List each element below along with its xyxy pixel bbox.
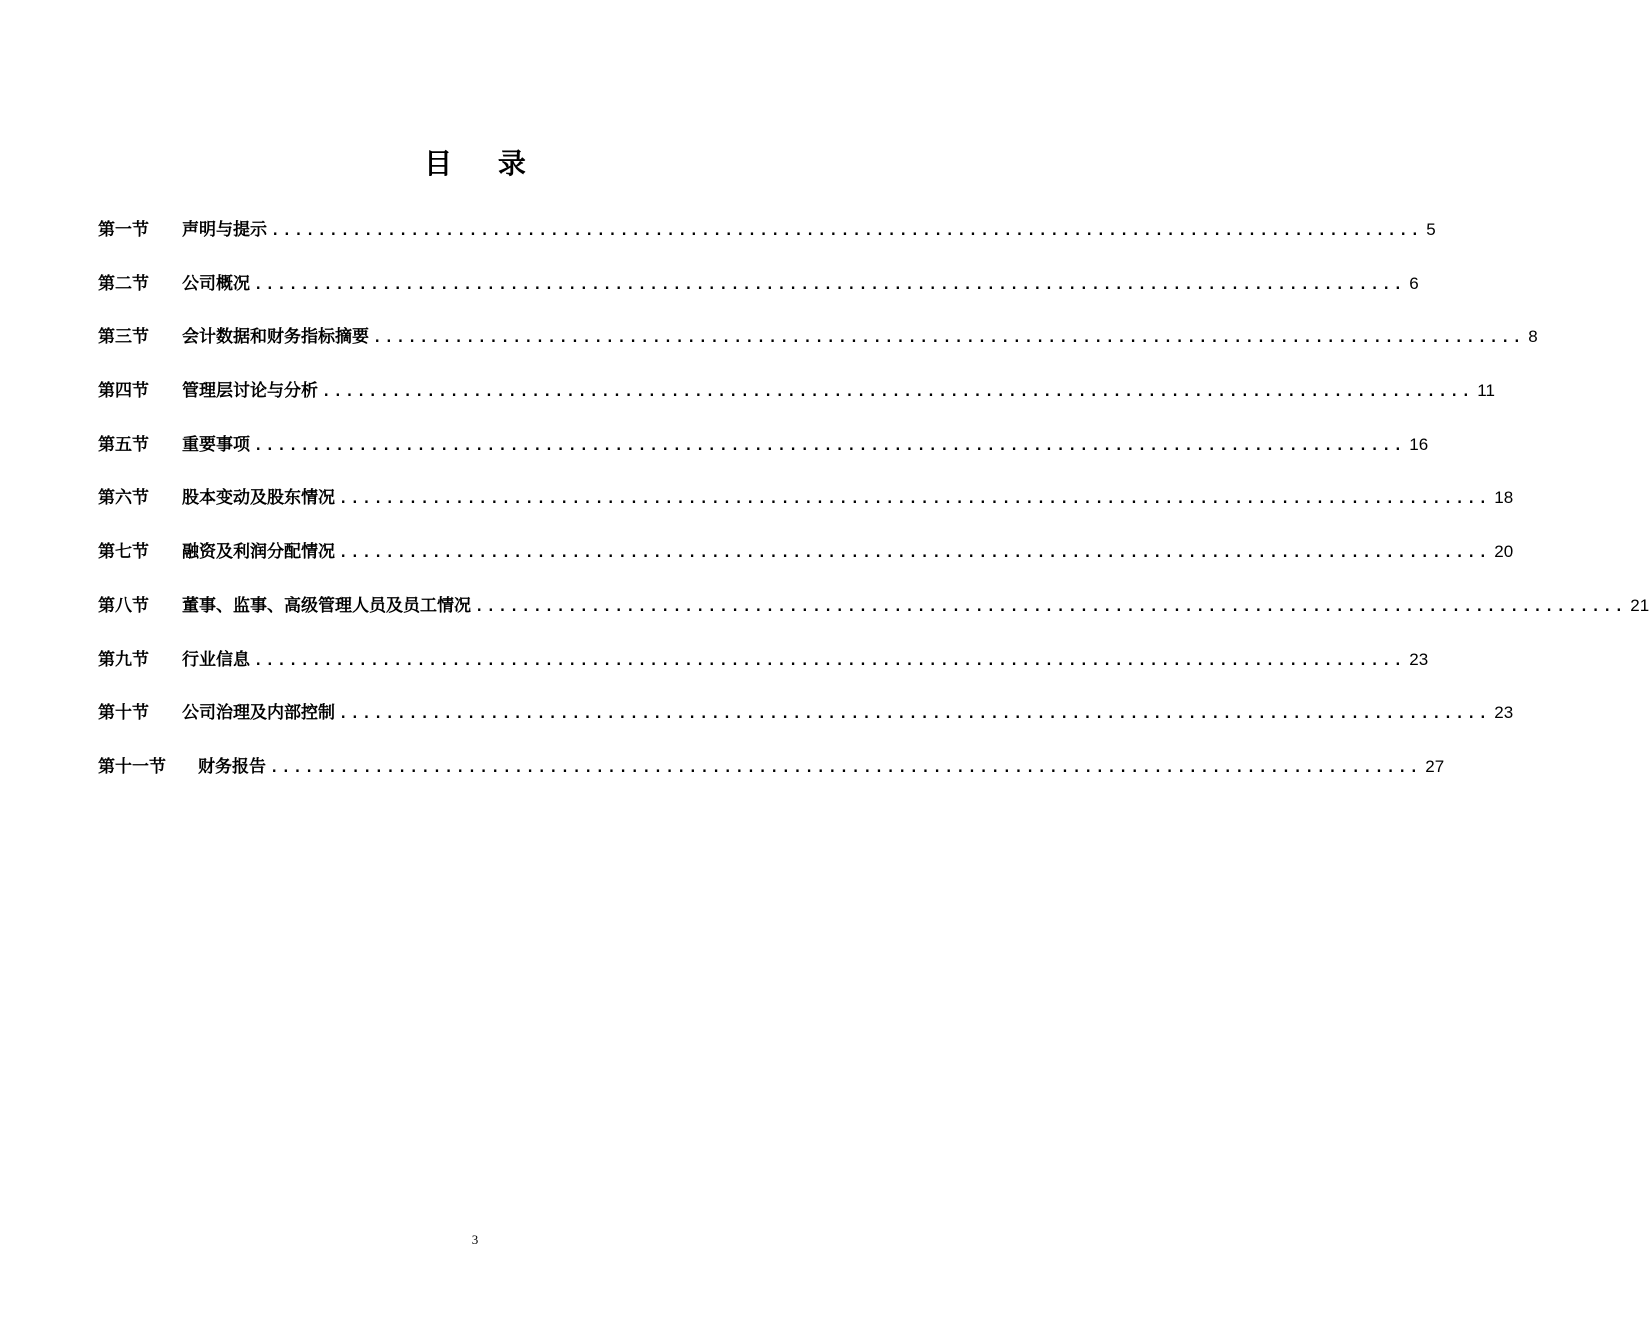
toc-section-title: 财务报告 xyxy=(198,756,266,777)
toc-entry[interactable] xyxy=(98,532,1514,586)
page-number: 3 xyxy=(471,1232,479,1247)
page-title: 目 录 xyxy=(424,147,544,180)
toc-section-number: 第十一节 xyxy=(98,756,166,777)
toc-section-title: 会计数据和财务指标摘要 xyxy=(182,327,369,348)
toc-page-number: 11 xyxy=(1477,381,1495,401)
toc-section-title: 融资及利润分配情况 xyxy=(182,542,335,563)
toc-dot-leader: ................................................................................................... xyxy=(339,706,1491,723)
toc-section-number: 第九节 xyxy=(98,649,149,670)
toc-dot-leader: ................................................................................................... xyxy=(270,759,1422,776)
toc-entry[interactable] xyxy=(98,693,1514,747)
toc-page-number: 27 xyxy=(1425,756,1445,776)
toc-section-number: 第八节 xyxy=(98,595,149,616)
toc-section-title: 股本变动及股东情况 xyxy=(182,488,335,509)
toc-page-number: 18 xyxy=(1494,488,1514,508)
toc-section-number: 第三节 xyxy=(98,327,149,348)
toc-section-number: 第六节 xyxy=(98,488,149,509)
toc-page-number: 20 xyxy=(1494,542,1514,562)
toc-entry[interactable] xyxy=(98,747,1445,801)
toc-entry[interactable] xyxy=(98,371,1495,425)
toc-section-number: 第四节 xyxy=(98,381,149,402)
toc-dot-leader: ................................................................................................... xyxy=(254,276,1406,293)
toc-entry[interactable] xyxy=(98,478,1514,532)
toc-section-title: 董事、监事、高级管理人员及员工情况 xyxy=(182,595,471,616)
toc-entry[interactable] xyxy=(98,264,1419,318)
toc-section-number: 第七节 xyxy=(98,542,149,563)
toc-page-number: 23 xyxy=(1409,649,1429,669)
toc-entry[interactable] xyxy=(98,317,1538,371)
toc-entry[interactable] xyxy=(98,425,1429,479)
toc-page-number: 21 xyxy=(1630,595,1649,615)
toc-section-title: 公司概况 xyxy=(182,273,250,294)
toc-dot-leader: ................................................................................................... xyxy=(339,491,1491,508)
toc-dot-leader: ................................................................................................... xyxy=(475,598,1627,615)
toc-page-number: 16 xyxy=(1409,434,1429,454)
toc-page-number: 8 xyxy=(1528,327,1538,347)
toc-dot-leader: ................................................................................................... xyxy=(254,652,1406,669)
toc-page-number: 5 xyxy=(1426,220,1436,239)
toc-section-number: 第五节 xyxy=(98,434,149,455)
toc-section-number: 第一节 xyxy=(98,220,149,240)
toc-section-number: 第十节 xyxy=(98,703,149,724)
toc-dot-leader: ................................................................................................... xyxy=(254,437,1406,454)
toc-entry[interactable] xyxy=(98,586,1649,640)
toc-dot-leader: ................................................................................................... xyxy=(373,330,1525,347)
toc-dot-leader: ................................................................................................... xyxy=(339,545,1491,562)
toc-entry[interactable] xyxy=(98,210,1436,264)
toc-section-number: 第二节 xyxy=(98,273,149,294)
toc-entry[interactable] xyxy=(98,640,1429,694)
toc-dot-leader: ................................................................................................... xyxy=(271,223,1423,239)
toc-section-title: 公司治理及内部控制 xyxy=(182,703,335,724)
toc-dot-leader: ................................................................................................... xyxy=(322,384,1474,401)
toc-section-title: 管理层讨论与分析 xyxy=(182,381,318,402)
toc-section-title: 声明与提示 xyxy=(182,220,267,240)
toc-section-title: 行业信息 xyxy=(182,649,250,670)
toc-page-number: 6 xyxy=(1409,273,1419,293)
table-of-contents xyxy=(98,210,1649,801)
toc-page-number: 23 xyxy=(1494,703,1514,723)
toc-section-title: 重要事项 xyxy=(182,434,250,455)
